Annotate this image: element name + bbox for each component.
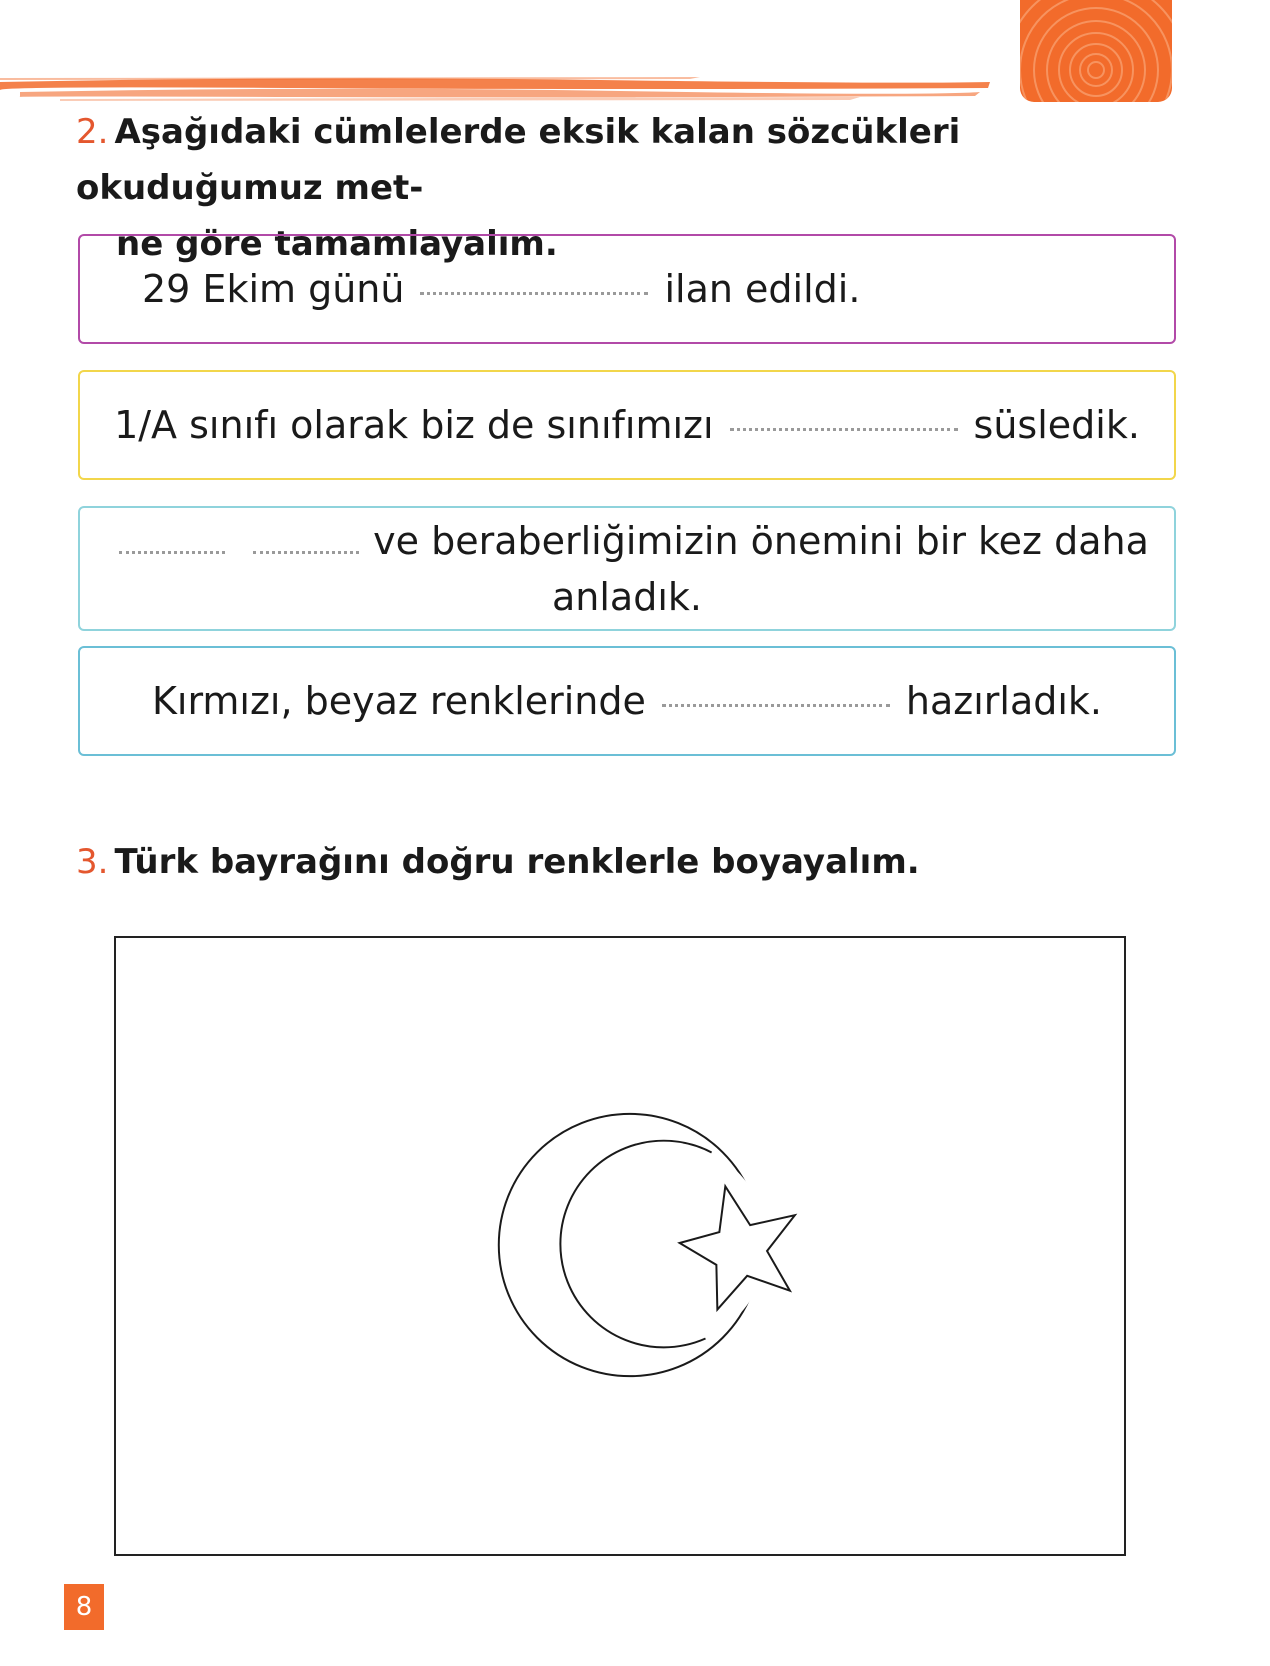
sentence-3-text: [105, 513, 1149, 625]
sentence-box-3: [78, 506, 1176, 631]
sentence-1-after: ilan edildi.: [664, 267, 861, 311]
crescent-icon: [499, 1114, 767, 1376]
concentric-circles-icon: [1020, 0, 1172, 102]
question-2-title-line1: Aşağıdaki cümlelerde eksik kalan sözcükleri okuduğumuz met-: [76, 112, 961, 208]
fill-blank-4[interactable]: [662, 696, 890, 707]
question-2-title-line2: ne göre tamamlayalım.: [116, 224, 558, 264]
corner-tab: [1020, 0, 1172, 102]
fill-blank-3b[interactable]: [253, 543, 359, 554]
fill-blank-3a[interactable]: [119, 543, 225, 554]
flag-coloring-area[interactable]: [114, 936, 1126, 1556]
fill-blank-2[interactable]: [730, 420, 958, 431]
sentence-2-after: süsledik.: [973, 403, 1140, 447]
fill-blank-1[interactable]: [420, 284, 648, 295]
sentence-box-2: [78, 370, 1176, 480]
question-2-number: 2.: [76, 112, 109, 152]
star-icon: [680, 1186, 795, 1309]
sentence-box-4: [78, 646, 1176, 756]
sentence-4-before: Kırmızı, beyaz renklerinde: [151, 679, 646, 723]
sentence-1-before: 29 Ekim günü: [142, 267, 405, 311]
sentence-box-1: [78, 234, 1176, 344]
question-3-title: [76, 834, 920, 890]
sentence-3-after-line1: ve beraberliğimizin önemini bir kez daha: [373, 518, 1149, 563]
question-3-title-text: Türk bayrağını doğru renklerle boyayalım.: [114, 842, 920, 882]
sentence-4-after: hazırladık.: [905, 679, 1103, 723]
page-number: 8: [64, 1584, 104, 1630]
sentence-2-before: 1/A sınıfı olarak biz de sınıfımızı: [114, 403, 714, 447]
sentence-3-after-line2: anladık.: [552, 574, 702, 619]
question-3-number: 3.: [76, 842, 109, 882]
